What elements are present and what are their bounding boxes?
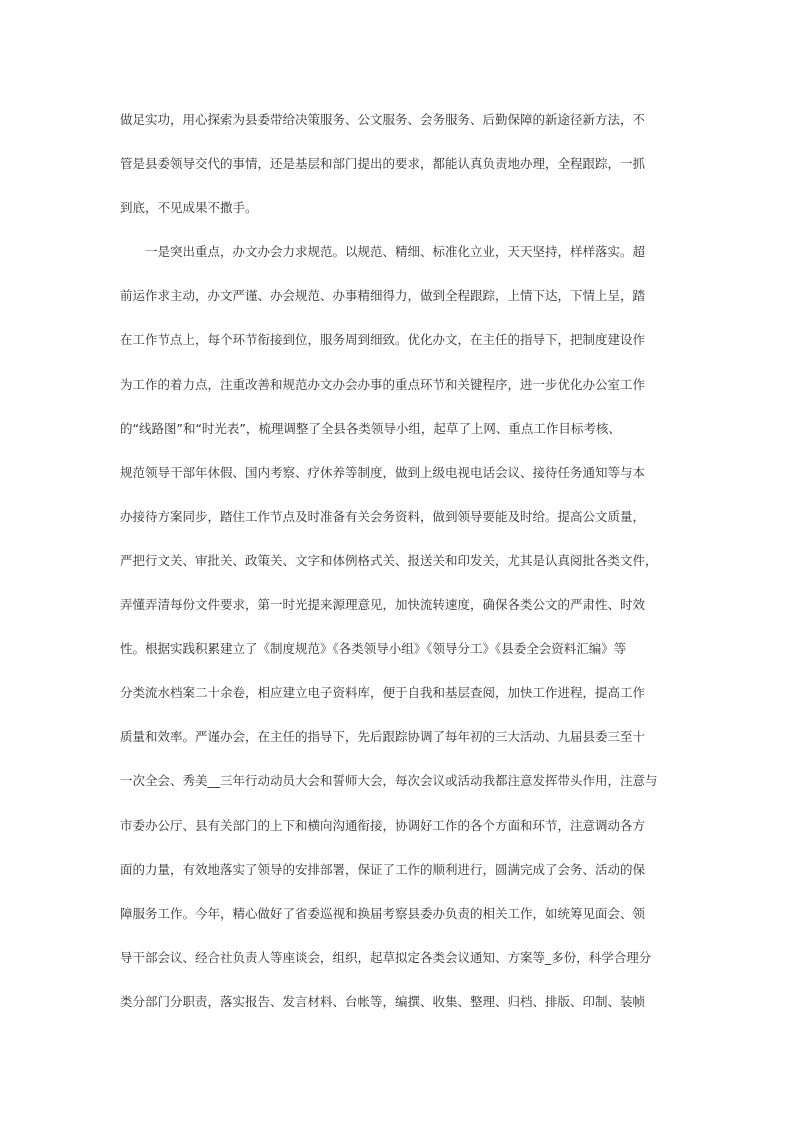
text-line: 为工作的着力点，注重改善和规范办文办会办事的重点环节和关键程序，进一步优化办公室工作	[120, 376, 646, 392]
text-line: 面的力量，有效地落实了领导的安排部署，保证了工作的顺利进行，圆满完成了会务、活动的保	[120, 861, 646, 877]
text-line: 规范领导干部年休假、国内考察、疗休养等制度，做到上级电视电话会议、接待任务通知等与本	[120, 464, 646, 480]
text-line: 性。根据实践积累建立了《制度规范》《各类领导小组》《领导分工》《县委全会资料汇编》等	[120, 641, 627, 657]
text-line: 管是县委领导交代的事情，还是基层和部门提出的要求，都能认真负责地办理，全程跟踪，一抓	[120, 156, 646, 172]
text-line: 一次全会、秀美__三年行动动员大会和誓师大会，每次会议或活动我都注意发挥带头作用，注意与	[120, 773, 658, 789]
text-line: 的“线路图”和“时光表”，梳理调整了全县各类领导小组，起草了上网、重点工作目标考核、	[120, 420, 621, 436]
text-line: 严把行文关、审批关、政策关、文字和体例格式关、报送关和印发关，尤其是认真阅批各类文件，	[120, 552, 658, 568]
text-line: 在工作节点上，每个环节衔接到位，服务周到细致。优化办文，在主任的指导下，把制度建设作	[120, 332, 646, 348]
text-line: 办接待方案同步，踏住工作节点及时准备有关会务资料，做到领导要能及时给。提高公文质量，	[120, 508, 646, 524]
text-line: 一是突出重点，办文办会力求规范。以规范、精细、标准化立业，天天坚持，样样落实。超	[120, 244, 646, 260]
text-line: 前运作求主动，办文严谨、办会规范、办事精细得力，做到全程跟踪，上情下达，下情上呈，踏	[120, 288, 646, 304]
text-line: 做足实功，用心探索为县委带给决策服务、公文服务、会务服务、后勤保障的新途径新方法，不	[120, 112, 646, 127]
text-line: 类分部门分职责，落实报告、发言材料、台帐等，编撰、收集、整理、归档、排版、印制、装帧	[120, 993, 646, 1009]
document-body	[120, 105, 665, 1031]
text-line: 到底，不见成果不撒手。	[120, 200, 258, 216]
text-line: 质量和效率。严谨办会，在主任的指导下，先后跟踪协调了每年初的三大活动、九届县委三至十	[120, 729, 646, 745]
text-line: 障服务工作。今年，精心做好了省委巡视和换届考察县委办负责的相关工作，如统筹见面会、领	[120, 905, 646, 921]
text-line: 导干部会议、经合社负责人等座谈会，组织，起草拟定各类会议通知、方案等_多份，科学合理分	[120, 949, 652, 965]
text-line: 市委办公厅、县有关部门的上下和横向沟通衔接，协调好工作的各个方面和环节，注意调动各方	[120, 817, 646, 833]
text-line: 分类流水档案二十余卷，相应建立电子资料库，便于自我和基层查阅，加快工作进程，提高工作	[120, 685, 646, 701]
text-line: 弄懂弄清每份文件要求，第一时光提来源理意见，加快流转速度，确保各类公文的严肃性、时效	[120, 597, 646, 613]
